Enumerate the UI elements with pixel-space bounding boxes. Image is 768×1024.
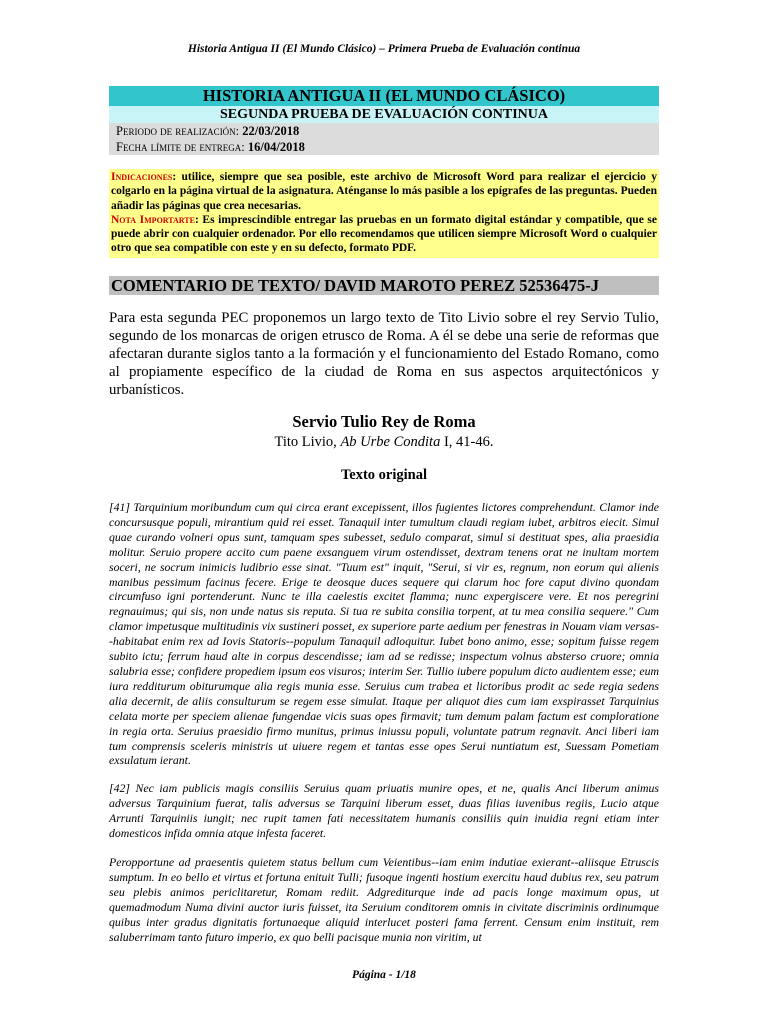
title-block [109,86,659,155]
important-paragraph [111,213,657,256]
latin-paragraph: [41] Tarquinium moribundum cum qui circa erant excepissent, illos fugientes lictores comprehendunt. Clamor inde concursusque populi, mirantium quid rei esset. Tanaquil inter tumultum claudi regiam iubet, arbitros eiecit. Simul quae curando volneri opus sunt, tamquam spes subesset, sedulo comparat, simul si destituat spes, alia praesidia molitur. Seruio propere accito cum paene exsanguem virum ostendisset, dextram tenens orat ne inultam mortem soceri, ne socrum inimicis ludibrio esse sinat. "Tuum est" inquit, "Serui, si vir es, regnum, non eorum qui alienis manibus pessimum facinus fecere. Erige te deosque duces sequere qui clarum hoc fore caput divino quondam circumfuso igni portenderunt. Nunc te illa caelestis excitet flamma; nunc expergiscere vere. Et nos peregrini regnauimus; qui sis, non unde natus sis reputa. Si tua re subita consilia torpent, at tu mea consilia sequere." Cum clamor impetusque multitudinis vix sustineri posset, ex superiore parte aedium per fenestras in Nouam viam versas--habitabat enim rex ad Iovis Statoris--populum Tanaquil adloquitur. Iubet bono animo, esse; sopitum fuisse regem subito ictu; ferrum haud alte in corpus descendisse; iam ad se redisse; inspectum volnus absterso cruore; omnia salubria esse; confidere propediem ipsum eos visuros; interim Ser. Tullio iubere populum dicto audientem esse; eum iura redditurum obiturumque alia regis munia esse. Seruius cum trabea et lictoribus prodit ac sede regia sedens alia decernit, de aliis consulturum se regem esse simulat. Itaque per aliquot dies cum iam exspirasset Tarquinius celata morte per speciem alienae fungendae vicis suas opes firmavit; tum demum palam factum est comploratione in regia orta. Seruius praesidio firmo munitus, primus iniussu populi, voluntate patrum regnavit. Anci liberi iam tum comprensis sceleris ministris ut uiuere regem et tantas esse opes Serui nuntiatum est, Suessam Pometiam exsulatum ierant. [109,500,659,768]
indications-text: : utilice, siempre que sea posible, este archivo de Microsoft Word para realizar el ejercicio y colgarlo en la página virtual de la asignatura. Aténganse lo más pasible a los epígrafes de las preguntas. Pueden añadir las páginas que crea necesarias. [111,171,657,212]
deadline-label: Fecha límite de entrega: [116,140,248,154]
page-footer: Página - 1/18 [352,969,416,981]
latin-paragraph: Peropportune ad praesentis quietem status bellum cum Veientibus--iam enim indutiae exierant--aliisque Etruscis sumptum. In eo bello et virtus et fortuna enituit Tulli; fusoque ingenti hostium exercitu haud dubius rex, seu patrum seu plebis animos periclitaretur, Romam rediit. Adgrediturque inde ad pacis longe maximum opus, ut quemadmodum Numa divini auctor iuris fuisset, ita Seruium conditorem omnis in civitate discriminis ordinumque quibus inter gradus dignitatis fortunaeque aliquid interlucet posteri fama ferrent. Censum enim instituit, rem saluberrimam tanto futuro imperio, ex quo belli pacisque munia non viritim, ut [109,855,659,944]
important-text: : Es imprescindible entregar las pruebas en un formato digital estándar y compatible, que se puede abrir con cualquier ordenador. Por ello recomendamos que utilicen siempre Microsoft Word o cualquier otro que sea compatible con este y en su defecto, formato PDF. [111,213,657,255]
source-work: Ab Urbe Condita [340,434,441,450]
period-row [109,123,659,139]
instructions-notice [109,169,659,258]
important-tag: Nota Importarte [111,213,195,226]
source-reference: I, 41-46. [440,434,494,450]
period-value: 22/03/2018 [242,124,300,138]
course-title: HISTORIA ANTIGUA II (EL MUNDO CLÁSICO) [109,86,659,106]
intro-paragraph: Para esta segunda PEC proponemos un largo texto de Tito Livio sobre el rey Servio Tulio, segundo de los monarcas de origen etrusco de Roma. A él se debe una serie de reformas que afectaran durante siglos tanto a la formación y el funcionamiento del Estado Romano, como al propiamente específico de la ciudad de Roma en sus aspectos arquitectónicos y urbanísticos. [109,310,659,398]
indications-tag: Indicaciones [111,171,173,183]
running-header: Historia Antigua II (El Mundo Clásico) – Primera Prueba de Evaluación continua [187,43,581,55]
original-text-heading: Texto original [340,467,428,483]
indications-paragraph [111,170,657,213]
section-heading: COMENTARIO DE TEXTO/ DAVID MAROTO PEREZ 52536475-J [109,276,659,295]
assignment-subtitle: SEGUNDA PRUEBA DE EVALUACIÓN CONTINUA [109,106,659,123]
deadline-row [109,139,659,155]
deadline-value: 16/04/2018 [247,140,305,154]
period-label: Periodo de realización: [116,124,243,138]
source-author: Tito Livio, [274,434,341,450]
latin-paragraph: [42] Nec iam publicis magis consiliis Seruius quam priuatis munire opes, et ne, qualis Anci liberum animus adversus Tarquinium fuerat, talis adversus se Tarquini liberum esset, duas filias iuvenibus regiis, Lucio atque Arrunti Tarquiniis iungit; nec rupit tamen fati necessitatem humanis consiliis quin inuidia regni etiam inter domesticos infida omnia atque infesta faceret. [109,781,659,840]
text-title: Servio Tulio Rey de Roma [292,412,476,431]
text-source [109,434,659,451]
